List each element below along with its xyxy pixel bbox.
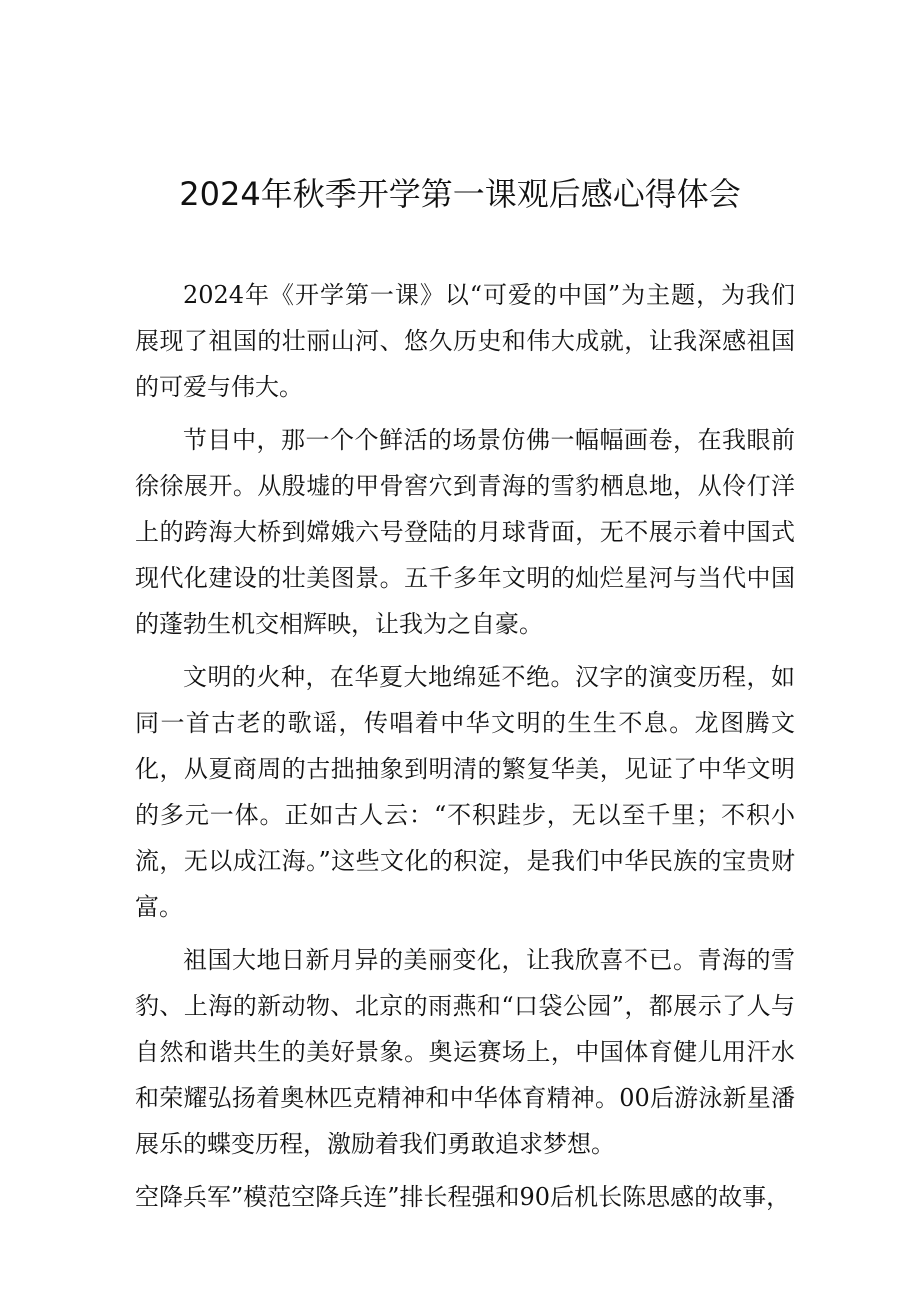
paragraph-changes: 祖国大地日新月异的美丽变化，让我欣喜不已。青海的雪豹、上海的新动物、北京的雨燕和“口袋公园”，都展示了人与自然和谐共生的美好景象。奥运赛场上，中国体育健儿用汗水和荣耀弘扬着奥林匹克精神和中华体育精神。00后游泳新星潘展乐的蝶变历程，激励着我们勇敢追求梦想。 xyxy=(135,946,795,1158)
document-body xyxy=(135,272,795,1227)
document-title: 2024年秋季开学第一课观后感心得体会 xyxy=(179,175,741,213)
paragraph-program-scenes: 节目中，那一个个鲜活的场景仿佛一幅幅画卷，在我眼前徐徐展开。从殷墟的甲骨窖穴到青海的雪豹栖息地，从伶仃洋上的跨海大桥到嫦娥六号登陆的月球背面，无不展示着中国式现代化建设的壮美图景。五千多年文明的灿烂星河与当代中国的蓬勃生机交相辉映，让我为之自豪。 xyxy=(135,426,795,638)
paragraph-intro: 2024年《开学第一课》以“可爱的中国”为主题，为我们展现了祖国的壮丽山河、悠久历史和伟大成就，让我深感祖国的可爱与伟大。 xyxy=(135,281,795,401)
paragraph-civilization: 文明的火种，在华夏大地绵延不绝。汉字的演变历程，如同一首古老的歌谣，传唱着中华文明的生生不息。龙图腾文化，从夏商周的古拙抽象到明清的繁复华美，见证了中华文明的多元一体。正如古人云：“不积跬步，无以至千里；不积小流，无以成江海。”这些文化的积淀，是我们中华民族的宝贵财富。 xyxy=(135,663,795,921)
paragraph-paratroopers: 空降兵军”模范空降兵连”排长程强和90后机长陈思感的故事， xyxy=(135,1183,791,1211)
